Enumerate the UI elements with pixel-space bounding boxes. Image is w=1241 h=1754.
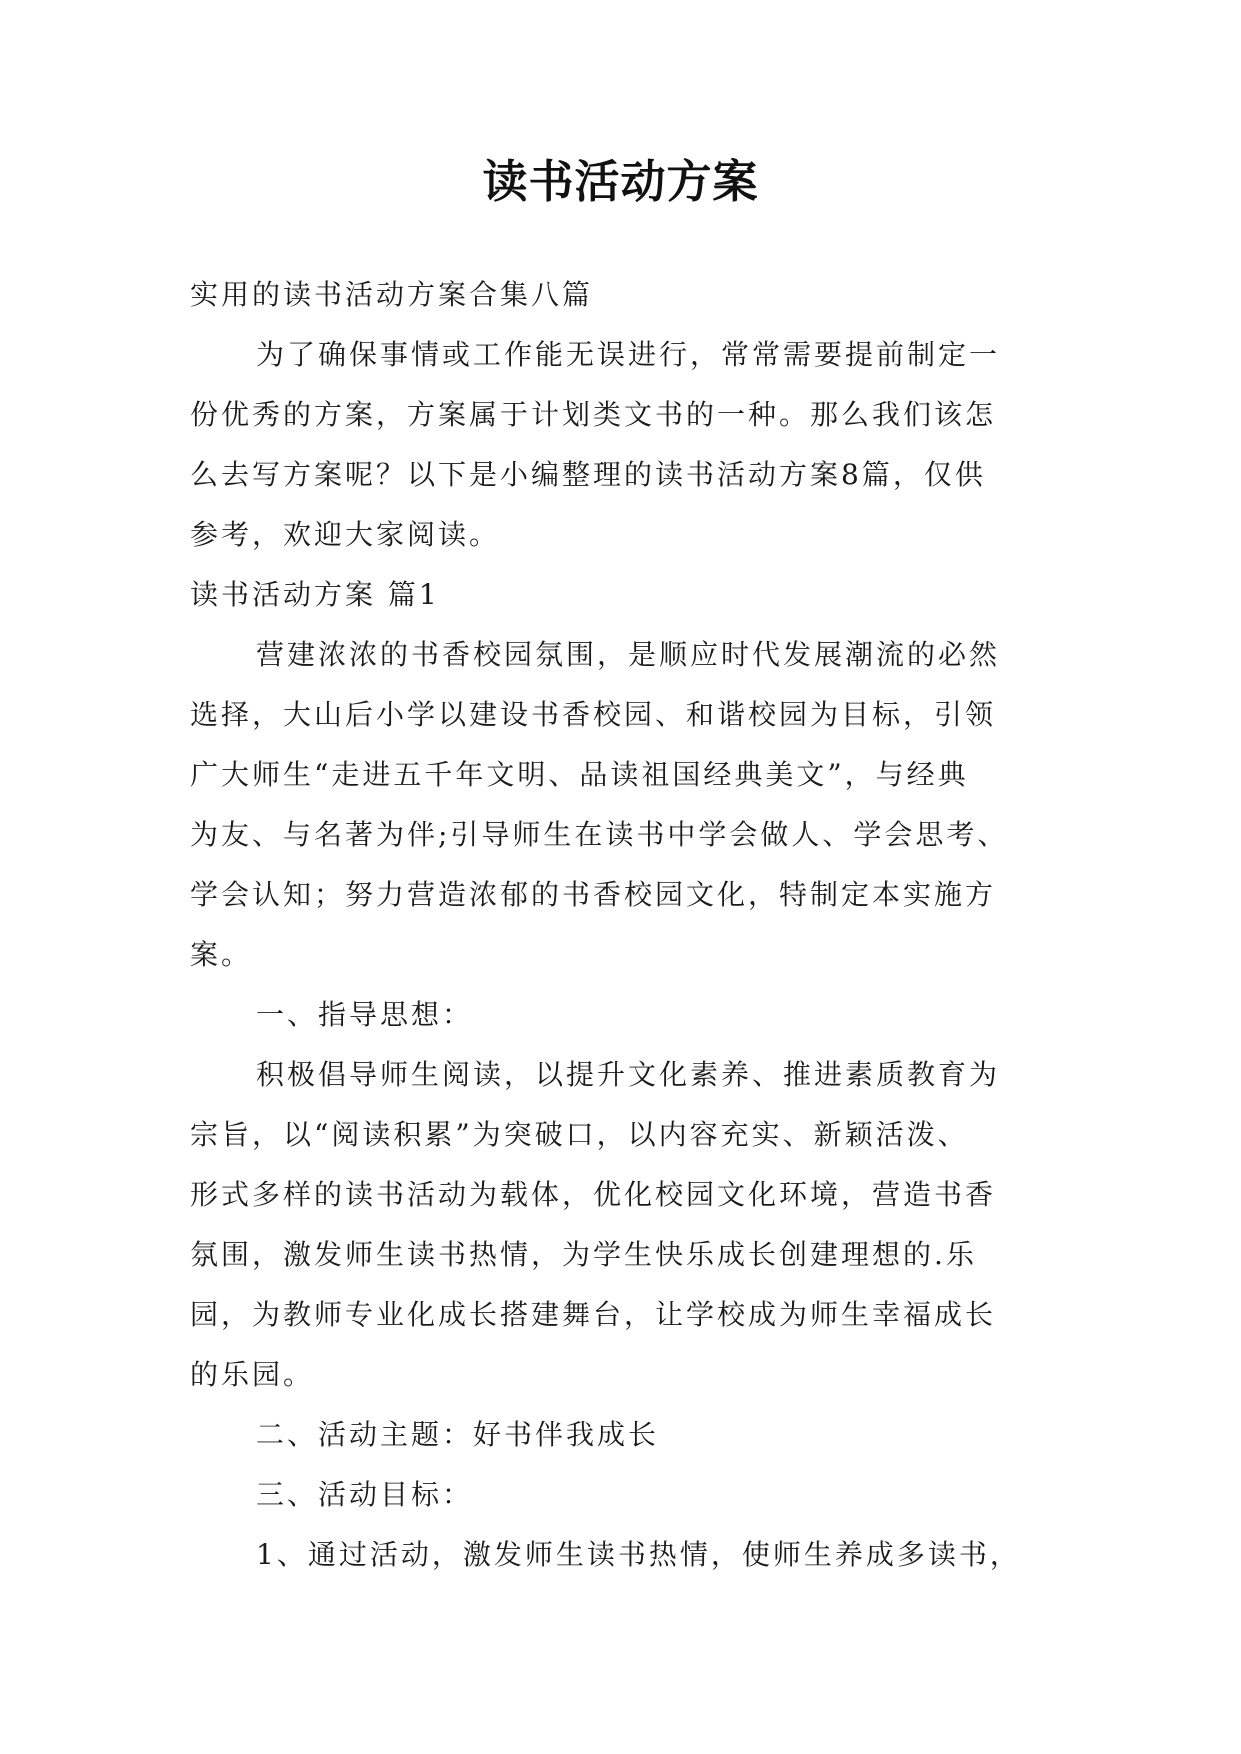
subheading-line: 一、指导思想： xyxy=(256,998,474,1031)
paragraph-line: 参考，欢迎大家阅读。 xyxy=(190,518,501,551)
paragraph-line: 的乐园。 xyxy=(190,1358,315,1391)
paragraph-line: 园，为教师专业化成长搭建舞台，让学校成为师生幸福成长 xyxy=(190,1298,997,1331)
paragraph-line: 营建浓浓的书香校园氛围，是顺应时代发展潮流的必然 xyxy=(256,638,1001,671)
subtitle-line: 实用的读书活动方案合集八篇 xyxy=(190,278,594,311)
paragraph-line: 为友、与名著为伴;引导师生在读书中学会做人、学会思考、 xyxy=(190,818,1009,851)
paragraph-line: 宗旨，以“阅读积累”为突破口，以内容充实、新颖活泼、 xyxy=(190,1118,969,1151)
paragraph-line: 学会认知；努力营造浓郁的书香校园文化，特制定本实施方 xyxy=(190,878,997,911)
subheading-line: 二、活动主题：好书伴我成长 xyxy=(256,1418,660,1451)
paragraph-line: 份优秀的方案，方案属于计划类文书的一种。那么我们该怎 xyxy=(190,398,997,431)
subheading-line: 三、活动目标： xyxy=(256,1478,474,1511)
paragraph-line: 为了确保事情或工作能无误进行，常常需要提前制定一 xyxy=(256,338,1001,371)
section-heading: 读书活动方案 篇1 xyxy=(190,578,440,611)
paragraph-line: 案。 xyxy=(190,938,253,971)
paragraph-line: 氛围，激发师生读书热情，为学生快乐成长创建理想的.乐 xyxy=(190,1238,977,1271)
paragraph-line: 广大师生“走进五千年文明、品读祖国经典美文”，与经典 xyxy=(190,758,969,791)
document-title: 读书活动方案 xyxy=(482,155,759,208)
paragraph-line: 选择，大山后小学以建设书香校园、和谐校园为目标，引领 xyxy=(190,698,997,731)
paragraph-line: 形式多样的读书活动为载体，优化校园文化环境，营造书香 xyxy=(190,1178,997,1211)
document-body xyxy=(190,265,1060,1585)
paragraph-line: 1、通过活动，激发师生读书热情，使师生养成多读书， xyxy=(256,1538,1021,1571)
paragraph-line: 积极倡导师生阅读，以提升文化素养、推进素质教育为 xyxy=(256,1058,1001,1091)
paragraph-line: 么去写方案呢？以下是小编整理的读书活动方案8篇，仅供 xyxy=(190,458,986,491)
